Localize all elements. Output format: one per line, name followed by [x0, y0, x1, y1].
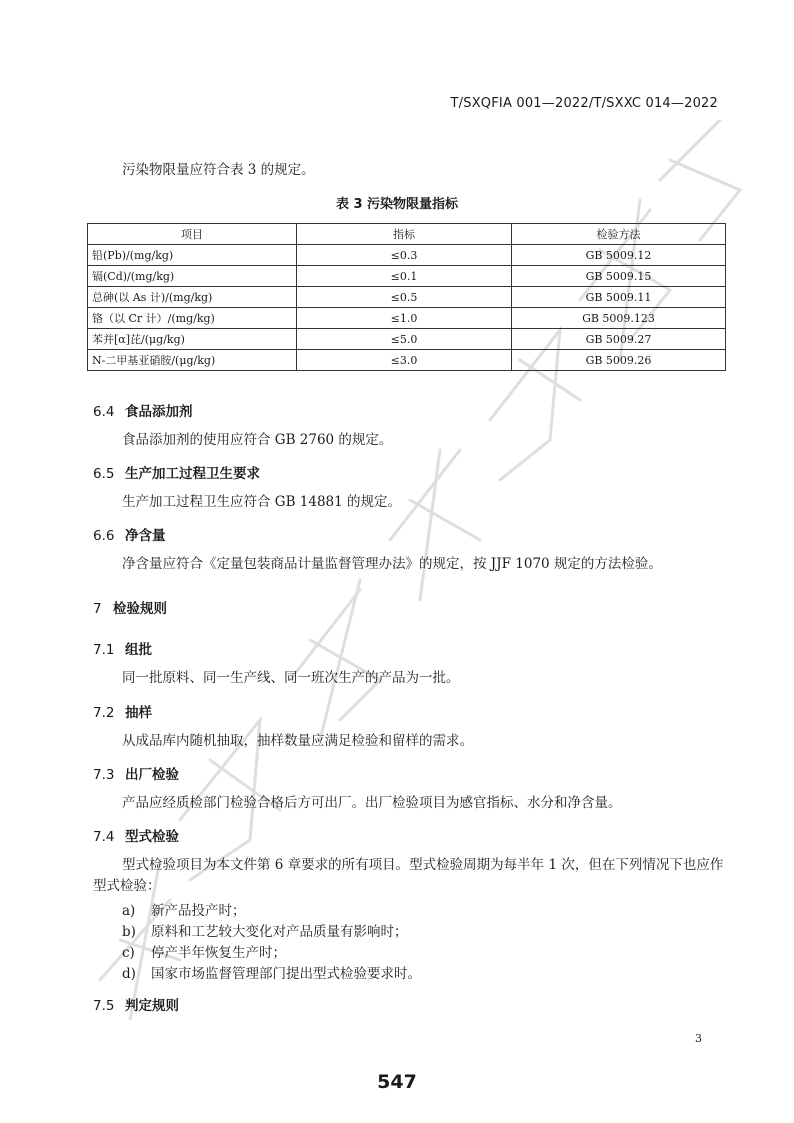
section-title: 型式检验	[125, 829, 179, 845]
section-title: 组批	[125, 642, 152, 658]
section-heading-7-2	[93, 701, 152, 721]
section-title: 出厂检验	[125, 767, 179, 783]
section-text-6-4: 食品添加剂的使用应符合 GB 2760 的规定。	[122, 432, 393, 448]
table-header-row	[88, 224, 726, 245]
list-marker: c)	[122, 945, 135, 961]
table-row	[88, 245, 726, 266]
table-cell: 镉(Cd)/(mg/kg)	[88, 266, 297, 287]
section-number: 7.1	[93, 642, 115, 658]
section-heading-6-6	[93, 524, 166, 544]
table-cell: ≤0.3	[297, 245, 512, 266]
pollutant-limits-table	[87, 223, 726, 371]
table-row	[88, 329, 726, 350]
section-text-7-1: 同一批原料、同一生产线、同一班次生产的产品为一批。	[122, 670, 460, 686]
list-text: 新产品投产时；	[151, 903, 246, 919]
list-text: 原料和工艺较大变化对产品质量有影响时；	[151, 924, 408, 940]
list-text: 国家市场监督管理部门提出型式检验要求时。	[151, 966, 421, 982]
section-number: 6.5	[93, 466, 115, 482]
page-number: 3	[695, 1032, 702, 1045]
chapter-heading-7	[93, 597, 167, 617]
table-cell: GB 5009.12	[512, 245, 726, 266]
column-header-method: 检验方法	[512, 224, 726, 245]
intro-text: 污染物限量应符合表 3 的规定。	[122, 162, 315, 178]
table-cell: ≤0.5	[297, 287, 512, 308]
section-text-7-2: 从成品库内随机抽取，抽样数量应满足检验和留样的需求。	[122, 733, 473, 749]
list-item	[122, 899, 246, 919]
table-cell: 铬（以 Cr 计）/(mg/kg)	[88, 308, 297, 329]
section-title: 判定规则	[125, 998, 179, 1014]
table-cell: GB 5009.15	[512, 266, 726, 287]
section-number: 7.2	[93, 705, 115, 721]
table-row	[88, 266, 726, 287]
table-cell: ≤0.1	[297, 266, 512, 287]
section-heading-7-5	[93, 994, 179, 1014]
standard-number: T/SXQFIA 001—2022/T/SXXC 014—2022	[450, 96, 718, 111]
section-number: 7	[93, 601, 102, 617]
section-title: 食品添加剂	[125, 404, 193, 420]
table-row	[88, 350, 726, 371]
list-marker: a)	[122, 903, 136, 919]
section-number: 7.4	[93, 829, 115, 845]
section-number: 6.6	[93, 528, 115, 544]
table-cell: 铅(Pb)/(mg/kg)	[88, 245, 297, 266]
list-item	[122, 962, 421, 982]
section-text-7-3: 产品应经质检部门检验合格后方可出厂。出厂检验项目为感官指标、水分和净含量。	[122, 795, 622, 811]
list-marker: b)	[122, 924, 136, 940]
section-heading-6-5	[93, 462, 260, 482]
section-heading-7-4	[93, 825, 179, 845]
list-item	[122, 920, 408, 940]
table-cell: GB 5009.27	[512, 329, 726, 350]
table-cell: GB 5009.11	[512, 287, 726, 308]
section-heading-7-1	[93, 638, 152, 658]
list-item	[122, 941, 286, 961]
table-cell: 总砷(以 As 计)/(mg/kg)	[88, 287, 297, 308]
table-cell: 苯并[α]芘/(μg/kg)	[88, 329, 297, 350]
table-cell: GB 5009.123	[512, 308, 726, 329]
table-cell: ≤5.0	[297, 329, 512, 350]
table-cell: ≤1.0	[297, 308, 512, 329]
table-row	[88, 287, 726, 308]
section-heading-7-3	[93, 763, 179, 783]
section-number: 7.3	[93, 767, 115, 783]
column-header-item: 项目	[88, 224, 297, 245]
section-title: 净含量	[125, 528, 166, 544]
section-heading-6-4	[93, 400, 193, 420]
section-text-7-4: 型式检验项目为本文件第 6 章要求的所有项目。型式检验周期为每半年 1 次，但在下列情况下也应作型式检验：	[93, 857, 724, 894]
table-cell: N-二甲基亚硝胺/(μg/kg)	[88, 350, 297, 371]
table-cell: GB 5009.26	[512, 350, 726, 371]
column-header-indicator: 指标	[297, 224, 512, 245]
list-marker: d)	[122, 966, 136, 982]
section-number: 7.5	[93, 998, 115, 1014]
list-text: 停产半年恢复生产时；	[151, 945, 286, 961]
section-title: 生产加工过程卫生要求	[125, 466, 260, 482]
section-text-6-5: 生产加工过程卫生应符合 GB 14881 的规定。	[122, 494, 402, 510]
section-text-6-6: 净含量应符合《定量包装商品计量监督管理办法》的规定，按 JJF 1070 规定的方法检验。	[122, 556, 662, 572]
section-title: 检验规则	[113, 601, 167, 617]
table-cell: ≤3.0	[297, 350, 512, 371]
table-row	[88, 308, 726, 329]
footer-number: 547	[377, 1071, 417, 1093]
section-number: 6.4	[93, 404, 115, 420]
table-caption: 表 3 污染物限量指标	[335, 197, 459, 212]
section-title: 抽样	[125, 705, 152, 721]
